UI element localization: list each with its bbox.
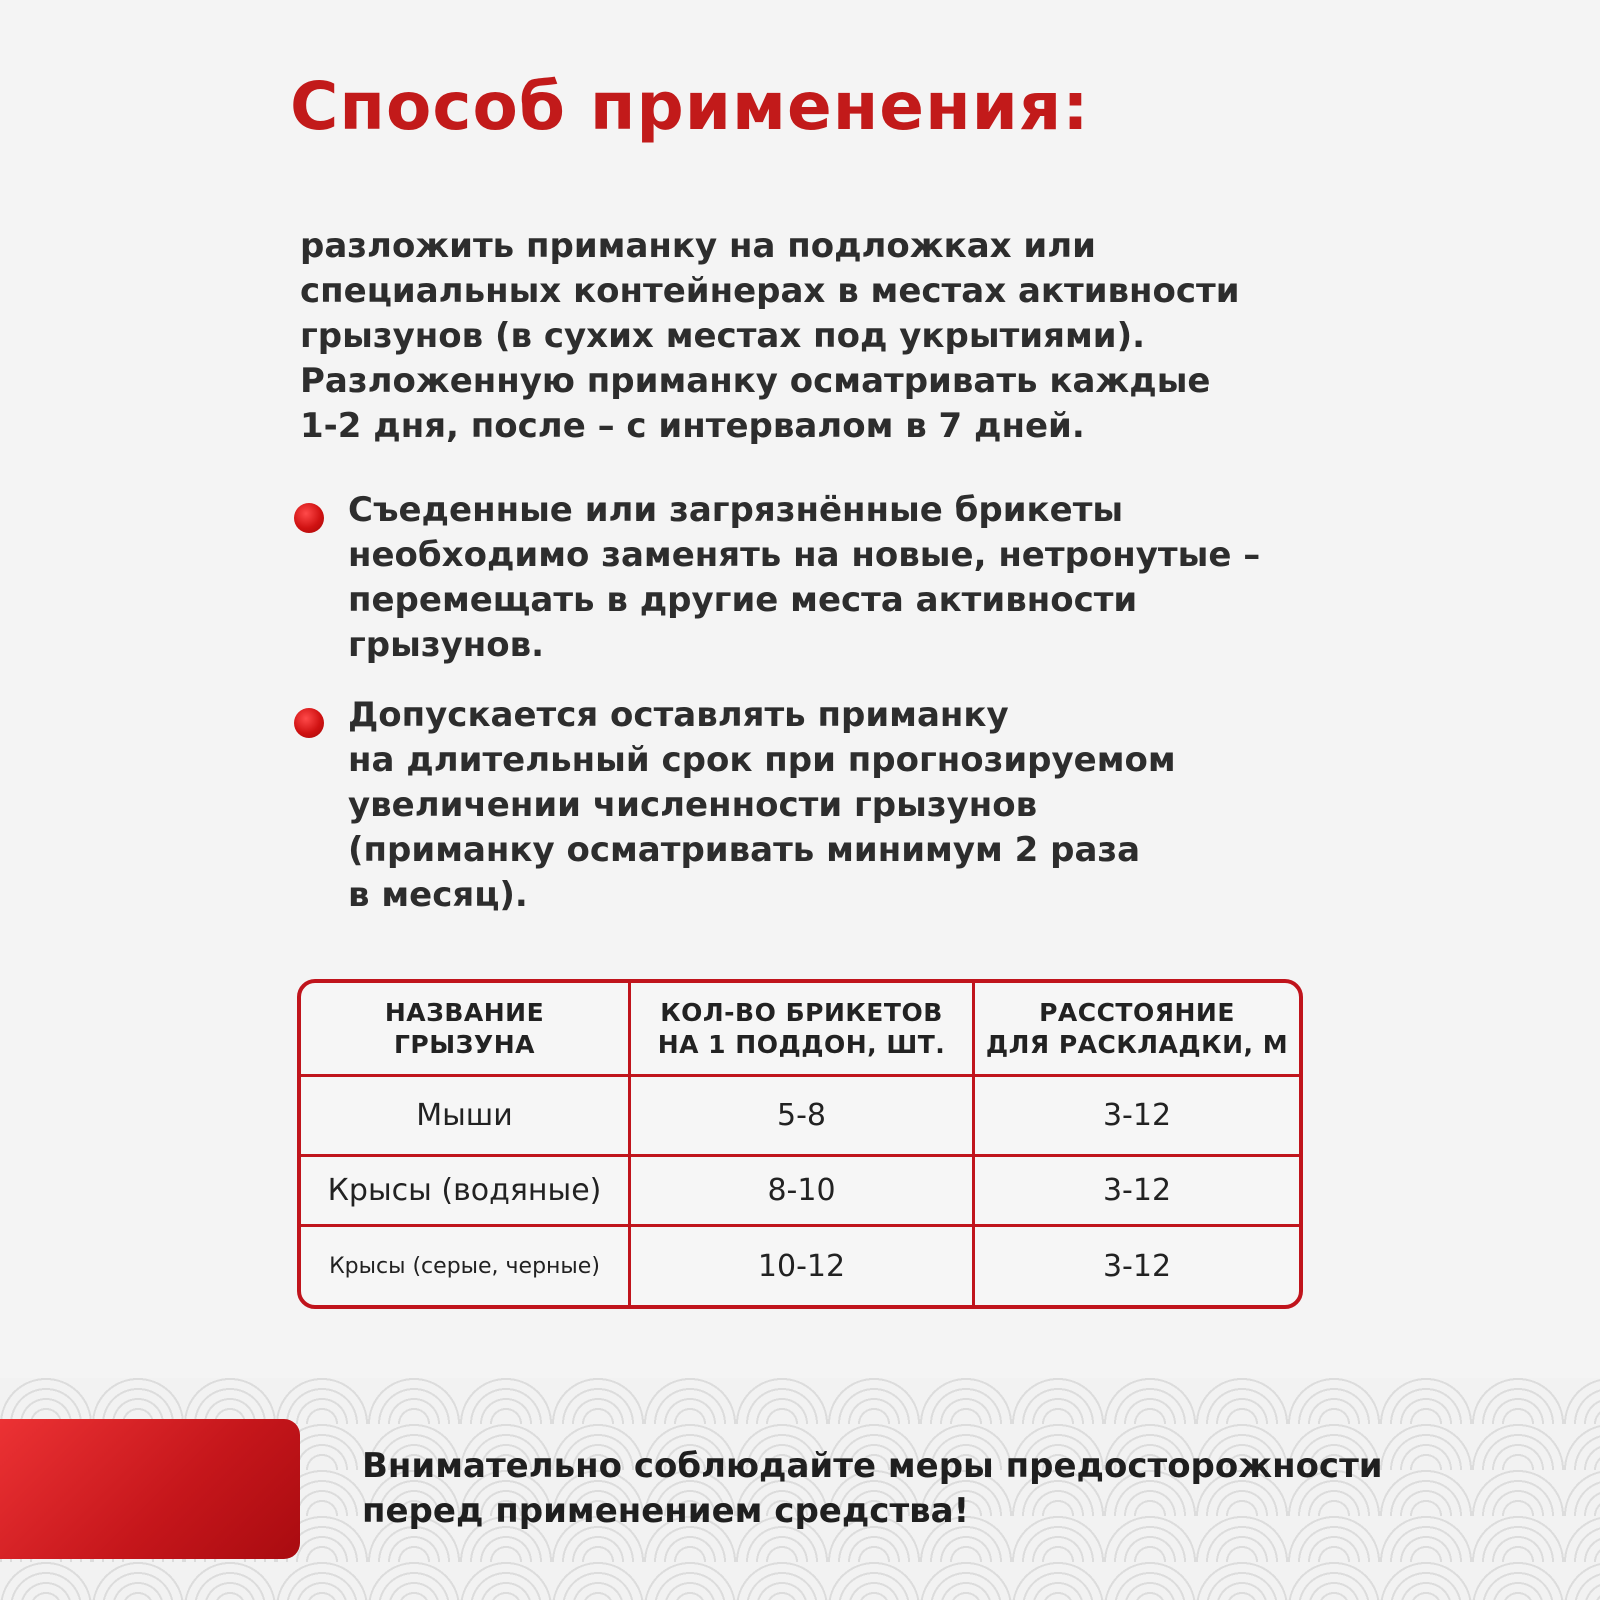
bullet-line: Съеденные или загрязнённые брикеты bbox=[348, 490, 1124, 530]
table-cell-rodent: Крысы (водяные) bbox=[301, 1157, 631, 1227]
bullet-line: (приманку осматривать минимум 2 раза bbox=[348, 830, 1141, 870]
table-cell-distance: 3-12 bbox=[1102, 1248, 1172, 1284]
header-line: РАССТОЯНИЕ bbox=[1039, 997, 1235, 1027]
header-line: ГРЫЗУНА bbox=[394, 1029, 535, 1059]
bullet-text bbox=[348, 488, 1260, 668]
instructions-line: 1-2 дня, после – с интервалом в 7 дней. bbox=[300, 406, 1085, 446]
header-line: КОЛ-ВО БРИКЕТОВ bbox=[660, 997, 943, 1027]
table-cell-quantity: 10-12 bbox=[631, 1227, 975, 1305]
bullet-line: перемещать в другие места активности bbox=[348, 580, 1138, 620]
instructions-paragraph bbox=[300, 224, 1310, 449]
bullet-line: в месяц). bbox=[348, 875, 528, 915]
header-line: НАЗВАНИЕ bbox=[384, 997, 545, 1027]
red-bullet-icon bbox=[294, 708, 324, 738]
table-cell-distance: 3-12 bbox=[975, 1157, 1299, 1227]
instructions-line: разложить приманку на подложках или bbox=[300, 226, 1096, 266]
bullet-line: необходимо заменять на новые, нетронутые – bbox=[348, 535, 1261, 575]
instructions-line: Разложенную приманку осматривать каждые bbox=[300, 361, 1211, 401]
table-cell-rodent: Мыши bbox=[301, 1077, 631, 1157]
bullet-text bbox=[348, 693, 1176, 918]
table-cell-distance: 3-12 bbox=[975, 1077, 1299, 1157]
page-title: Способ применения: bbox=[290, 68, 1090, 145]
instructions-line: грызунов (в сухих местах под укрытиями). bbox=[300, 316, 1146, 356]
table-header-distance bbox=[975, 983, 1299, 1077]
bullet-line: Допускается оставлять приманку bbox=[348, 695, 1009, 735]
table-cell-rodent: Крысы (серые, черные) bbox=[301, 1227, 631, 1305]
warning-line: Внимательно соблюдайте меры предосторожности bbox=[362, 1446, 1383, 1486]
bullet-line: грызунов. bbox=[348, 625, 545, 665]
table-header-rodent bbox=[301, 983, 631, 1077]
dosage-table bbox=[297, 979, 1303, 1309]
red-accent-block bbox=[0, 1419, 300, 1559]
table-cell-quantity: 5-8 bbox=[631, 1077, 975, 1157]
bullet-line: увеличении численности грызунов bbox=[348, 785, 1038, 825]
table-cell-quantity: 8-10 bbox=[631, 1157, 975, 1227]
warning-line: перед применением средства! bbox=[362, 1491, 970, 1531]
header-line: НА 1 ПОДДОН, ШТ. bbox=[657, 1029, 946, 1059]
header-line: ДЛЯ РАСКЛАДКИ, М bbox=[985, 1029, 1289, 1059]
instructions-line: специальных контейнерах в местах активности bbox=[300, 271, 1240, 311]
bullet-line: на длительный срок при прогнозируемом bbox=[348, 740, 1176, 780]
warning-note bbox=[362, 1444, 1383, 1534]
table-header-quantity bbox=[631, 983, 975, 1077]
red-bullet-icon bbox=[294, 503, 324, 533]
